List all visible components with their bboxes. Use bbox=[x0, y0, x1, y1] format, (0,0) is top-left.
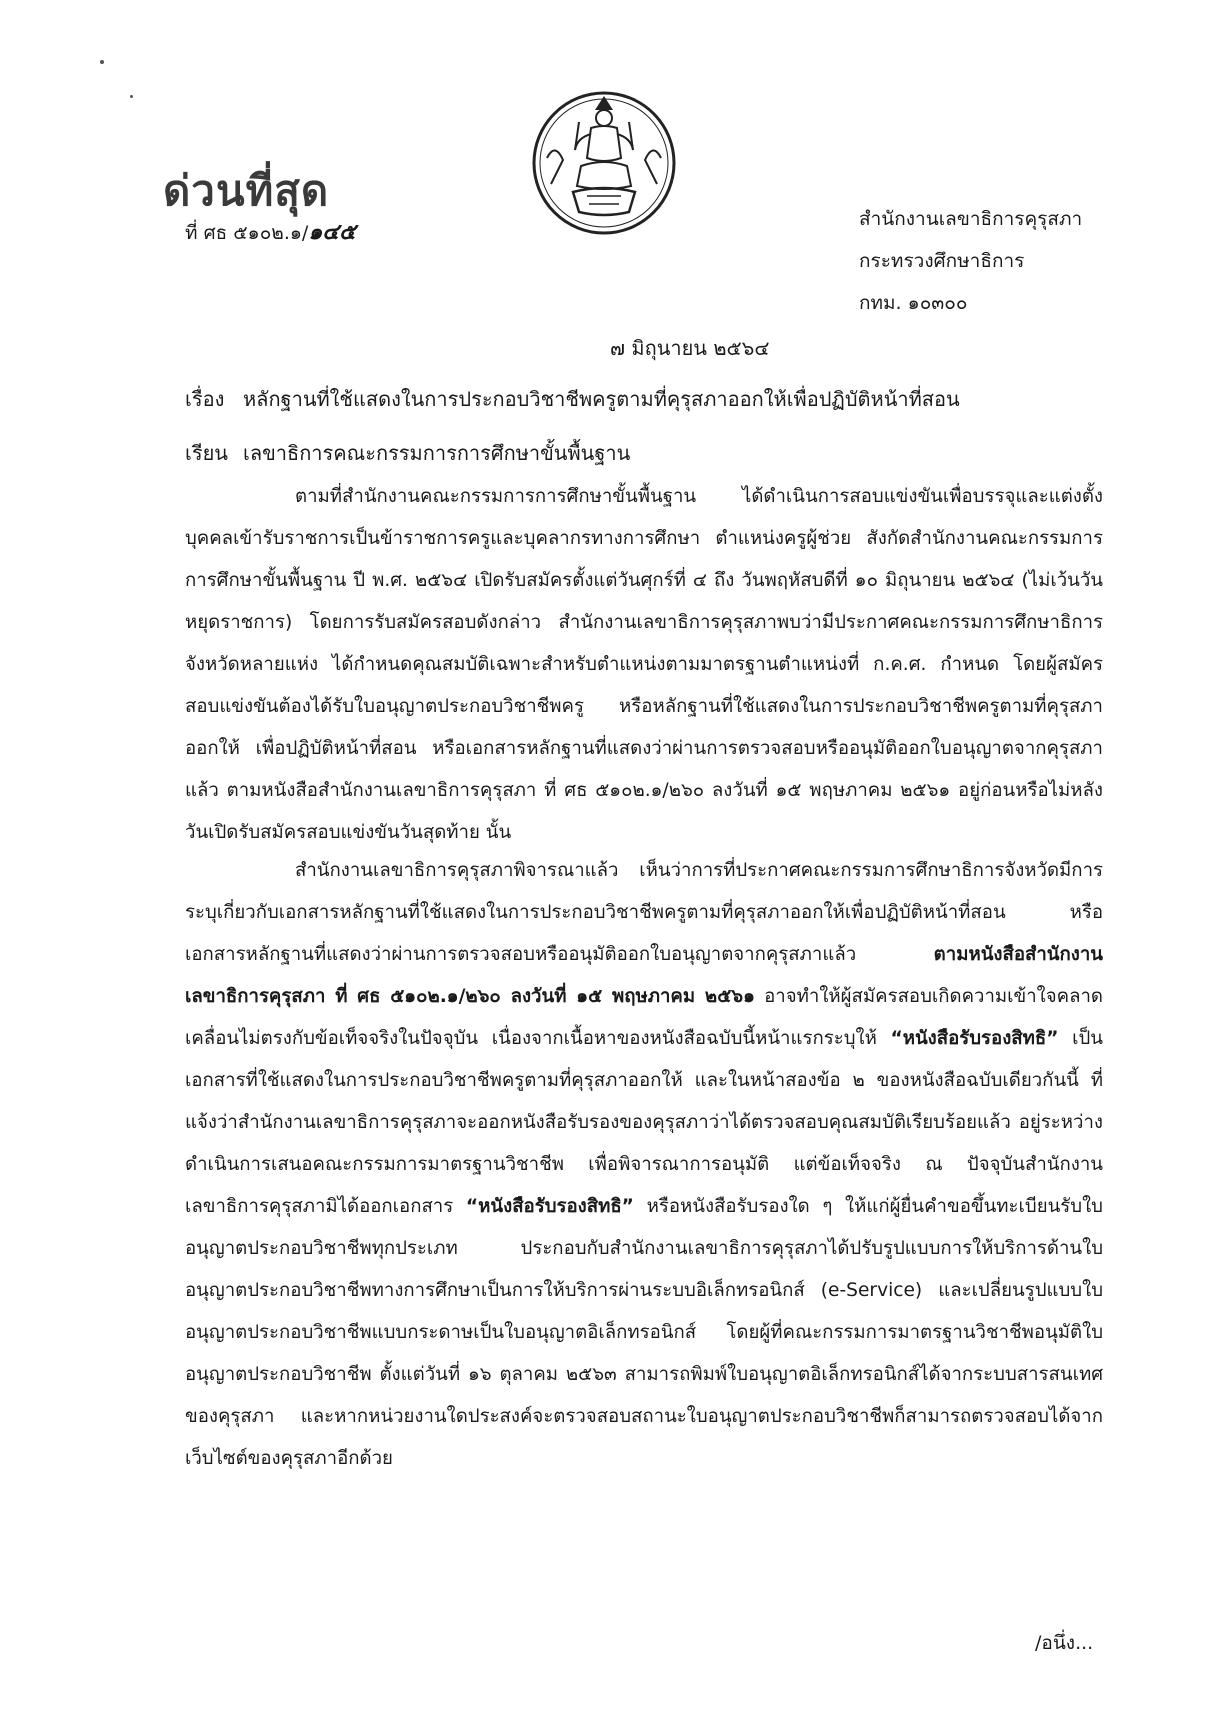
subject-text: หลักฐานที่ใช้แสดงในการประกอบวิชาชีพครูตามที่คุรุสภาออกให้เพื่อปฏิบัติหน้าที่สอน bbox=[243, 387, 960, 411]
scan-speck bbox=[130, 95, 133, 98]
body-paragraph-2-reference: ตามหนังสือสำนักงานเลขาธิการคุรุสภา ที่ ศธ ๕๑๐๒.๑/๒๖๐ ลงวันที่ ๑๕ พฤษภาคม ๒๕๖๑ bbox=[185, 944, 1103, 1007]
sender-ministry: กระทรวงศึกษาธิการ bbox=[859, 250, 1025, 272]
urgency-stamp: ด่วนที่สุด bbox=[163, 166, 330, 215]
sender-agency: สำนักงานเลขาธิการคุรุสภา bbox=[859, 208, 1083, 230]
body-paragraph-2-text-d: หรือหนังสือรับรองใด ๆ ให้แก่ผู้ยื่นคำขอขึ้นทะเบียนรับใบอนุญาตประกอบวิชาชีพทุกประเภท ประกอบกับสำนักงานเลขาธิการคุรุสภาได้ปรับรูปแบบการให้บริการด้านใบอนุญาตประกอบวิชาชีพทางการศึกษาเป็นการให้บริการผ่านระบบอิเล็กทรอนิกส์ (e-Service) และเปลี่ยนรูปแบบใบอนุญาตประกอบวิชาชีพแบบกระดาษเป็นใบอนุญาตอิเล็กทรอนิกส์ โดยผู้ที่คณะกรรมการมาตรฐานวิชาชีพอนุมัติใบอนุญาตประกอบวิชาชีพ ตั้งแต่วันที่ ๑๖ ตุลาคม ๒๕๖๓ สามารถพิมพ์ใบอนุญาตอิเล็กทรอนิกส์ได้จากระบบสารสนเทศของคุรุสภา และหากหน่วยงานใดประสงค์จะตรวจสอบสถานะใบอนุญาตประกอบวิชาชีพก็สามารถตรวจสอบได้จากเว็บไซต์ของคุรุสภาอีกด้วย bbox=[185, 1196, 1103, 1469]
document-number-handwritten: ๑๔๕ bbox=[308, 219, 356, 245]
sender-address: กทม. ๑๐๓๐๐ bbox=[859, 292, 968, 314]
recipient-label: เรียน bbox=[185, 441, 228, 465]
body-paragraph-2-quote-2: “หนังสือรับรองสิทธิ” bbox=[465, 1196, 634, 1217]
body-paragraph-2-quote-1: “หนังสือรับรองสิทธิ” bbox=[890, 1028, 1059, 1049]
body-paragraph-2-text-b: อาจทำให้ผู้สมัครสอบเกิดความเข้าใจคลาดเคลื่อนไม่ตรงกับข้อเท็จจริงในปัจจุบัน เนื่องจากเนื้อหาของหนังสือฉบับนี้หน้าแรกระบุให้ bbox=[185, 986, 1103, 1049]
body-paragraph-2-text-a: สำนักงานเลขาธิการคุรุสภาพิจารณาแล้ว เห็นว่าการที่ประกาศคณะกรรมการศึกษาธิการจังหวัดมีการระบุเกี่ยวกับเอกสารหลักฐานที่ใช้แสดงในการประกอบวิชาชีพครูตามที่คุรุสภาออกให้เพื่อปฏิบัติหน้าที่สอน หรือเอกสารหลักฐานที่แสดงว่าผ่านการตรวจสอบหรืออนุมัติออกใบอนุญาตจากคุรุสภาแล้ว bbox=[185, 860, 1103, 965]
body-paragraph-2 bbox=[185, 850, 1103, 1480]
subject-line bbox=[185, 383, 960, 415]
subject-label: เรื่อง bbox=[185, 387, 225, 411]
document-number-prefix: ที่ ศธ ๕๑๐๒.๑/ bbox=[185, 222, 309, 244]
continued-marker: /อนึ่ง... bbox=[1035, 1632, 1094, 1654]
body-paragraph-1: ตามที่สำนักงานคณะกรรมการการศึกษาขั้นพื้นฐาน ได้ดำเนินการสอบแข่งขันเพื่อบรรจุและแต่งตั้งบุคคลเข้ารับราชการเป็นข้าราชการครูและบุคลากรทางการศึกษา ตำแหน่งครูผู้ช่วย สังกัดสำนักงานคณะกรรมการการศึกษาขั้นพื้นฐาน ปี พ.ศ. ๒๕๖๔ เปิดรับสมัครตั้งแต่วันศุกร์ที่ ๔ ถึง วันพฤหัสบดีที่ ๑๐ มิถุนายน ๒๕๖๔ (ไม่เว้นวันหยุดราชการ) โดยการรับสมัครสอบดังกล่าว สำนักงานเลขาธิการคุรุสภาพบว่ามีประกาศคณะกรรมการศึกษาธิการจังหวัดหลายแห่ง ได้กำหนดคุณสมบัติเฉพาะสำหรับตำแหน่งตามมาตรฐานตำแหน่งที่ ก.ค.ศ. กำหนด โดยผู้สมัครสอบแข่งขันต้องได้รับใบอนุญาตประกอบวิชาชีพครู หรือหลักฐานที่ใช้แสดงในการประกอบวิชาชีพครูตามที่คุรุสภาออกให้ เพื่อปฏิบัติหน้าที่สอน หรือเอกสารหลักฐานที่แสดงว่าผ่านการตรวจสอบหรืออนุมัติออกใบอนุญาตจากคุรุสภาแล้ว ตามหนังสือสำนักงานเลขาธิการคุรุสภา ที่ ศธ ๕๑๐๒.๑/๒๖๐ ลงวันที่ ๑๕ พฤษภาคม ๒๕๖๑ อยู่ก่อนหรือไม่หลังวันเปิดรับสมัครสอบแข่งขันวันสุดท้าย นั้น bbox=[185, 486, 1103, 843]
recipient-text: เลขาธิการคณะกรรมการการศึกษาขั้นพื้นฐาน bbox=[243, 441, 631, 465]
recipient-line bbox=[185, 437, 630, 469]
document-number bbox=[185, 214, 356, 249]
scan-speck bbox=[100, 60, 104, 64]
letter-date: ๗ มิถุนายน ๒๕๖๔ bbox=[610, 336, 770, 360]
khurusapha-emblem-icon bbox=[529, 88, 679, 238]
body-paragraph-2-text-c: เป็นเอกสารที่ใช้แสดงในการประกอบวิชาชีพครูตามที่คุรุสภาออกให้ และในหน้าสองข้อ ๒ ของหนังสือฉบับเดียวกันนี้ ที่แจ้งว่าสำนักงานเลขาธิการคุรุสภาจะออกหนังสือรับรองของคุรุสภาว่าได้ตรวจสอบคุณสมบัติเรียบร้อยแล้ว อยู่ระหว่างดำเนินการเสนอคณะกรรมการมาตรฐานวิชาชีพ เพื่อพิจารณาการอนุมัติ แต่ข้อเท็จจริง ณ ปัจจุบันสำนักงานเลขาธิการคุรุสภามิได้ออกเอกสาร bbox=[185, 1028, 1103, 1217]
